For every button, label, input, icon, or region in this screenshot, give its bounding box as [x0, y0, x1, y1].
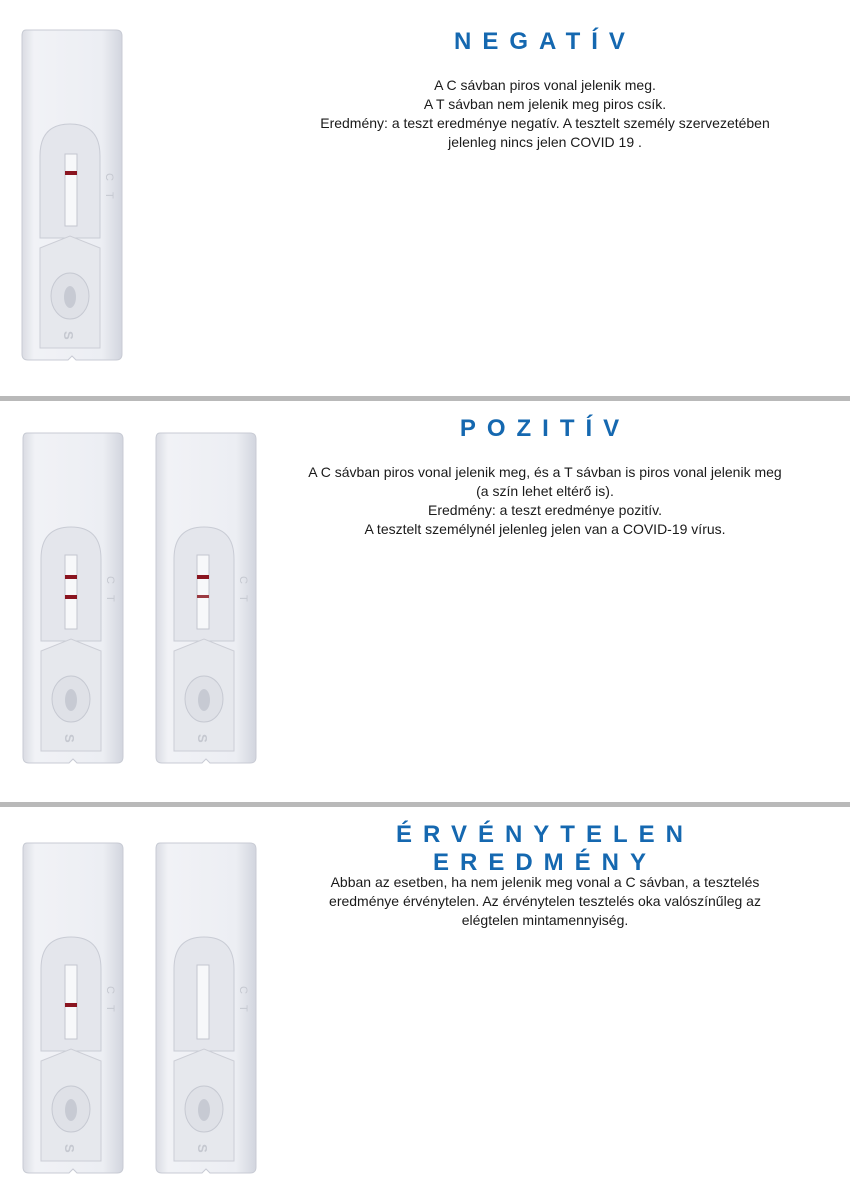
- sample-label: S: [62, 1144, 77, 1153]
- negative-description: [290, 76, 800, 152]
- control-label: C: [103, 173, 115, 181]
- text-line: A T sávban nem jelenik meg piros csík.: [423, 96, 667, 112]
- text-line: A C sávban piros vonal jelenik meg, és a T sávban is piros vonal jelenik meg: [308, 464, 782, 480]
- control-label: C: [237, 986, 249, 994]
- invalid-section: [0, 807, 850, 1202]
- test-strip-svg: [18, 26, 126, 364]
- invalid-description: [290, 873, 800, 930]
- positive-title: POZITÍV: [459, 415, 631, 442]
- positive-description: [290, 463, 800, 539]
- text-line: eredménye érvénytelen. Az érvénytelen tesztelés oka valószínűleg az: [329, 893, 761, 909]
- test-strip-invalid-1: [19, 839, 127, 1177]
- test-label: T: [237, 595, 249, 602]
- text-line: jelenleg nincs jelen COVID 19 .: [448, 134, 642, 150]
- sample-label: S: [195, 734, 210, 743]
- negative-section: [0, 0, 850, 395]
- test-strip-svg: [19, 429, 127, 767]
- sample-label: S: [61, 331, 76, 340]
- test-strip-positive-1: [19, 429, 127, 767]
- positive-section: [0, 401, 850, 801]
- control-line: [65, 575, 77, 579]
- sample-label: S: [62, 734, 77, 743]
- text-line: (a szín lehet eltérő is).: [476, 483, 614, 499]
- control-label: C: [104, 576, 116, 584]
- test-line: [65, 595, 77, 599]
- test-label: T: [104, 595, 116, 602]
- control-label: C: [104, 986, 116, 994]
- test-strip-negative: [18, 26, 126, 364]
- control-label: C: [237, 576, 249, 584]
- text-line: Eredmény: a teszt eredménye pozitív.: [428, 502, 662, 518]
- sample-label: S: [195, 1144, 210, 1153]
- test-label: T: [103, 192, 115, 199]
- invalid-title: ÉRVÉNYTELEN EREDMÉNY: [396, 821, 694, 876]
- test-strip-svg: [19, 839, 127, 1177]
- test-line: [197, 595, 209, 598]
- test-line: [65, 1003, 77, 1007]
- control-line: [65, 171, 77, 175]
- test-label: T: [237, 1005, 249, 1012]
- text-line: elégtelen mintamennyiség.: [461, 912, 629, 928]
- text-line: Abban az esetben, ha nem jelenik meg vonal a C sávban, a tesztelés: [330, 874, 760, 890]
- negative-title: NEGATÍV: [454, 28, 636, 55]
- text-line: Eredmény: a teszt eredménye negatív. A tesztelt személy szervezetében: [320, 115, 770, 131]
- control-line: [197, 575, 209, 579]
- test-strip-positive-2: [152, 429, 260, 767]
- test-strip-svg: [152, 839, 260, 1177]
- test-strip-invalid-2: [152, 839, 260, 1177]
- text-line: A C sávban piros vonal jelenik meg.: [434, 77, 656, 93]
- test-label: T: [104, 1005, 116, 1012]
- text-line: A tesztelt személynél jelenleg jelen van a COVID-19 vírus.: [364, 521, 726, 537]
- test-strip-svg: [152, 429, 260, 767]
